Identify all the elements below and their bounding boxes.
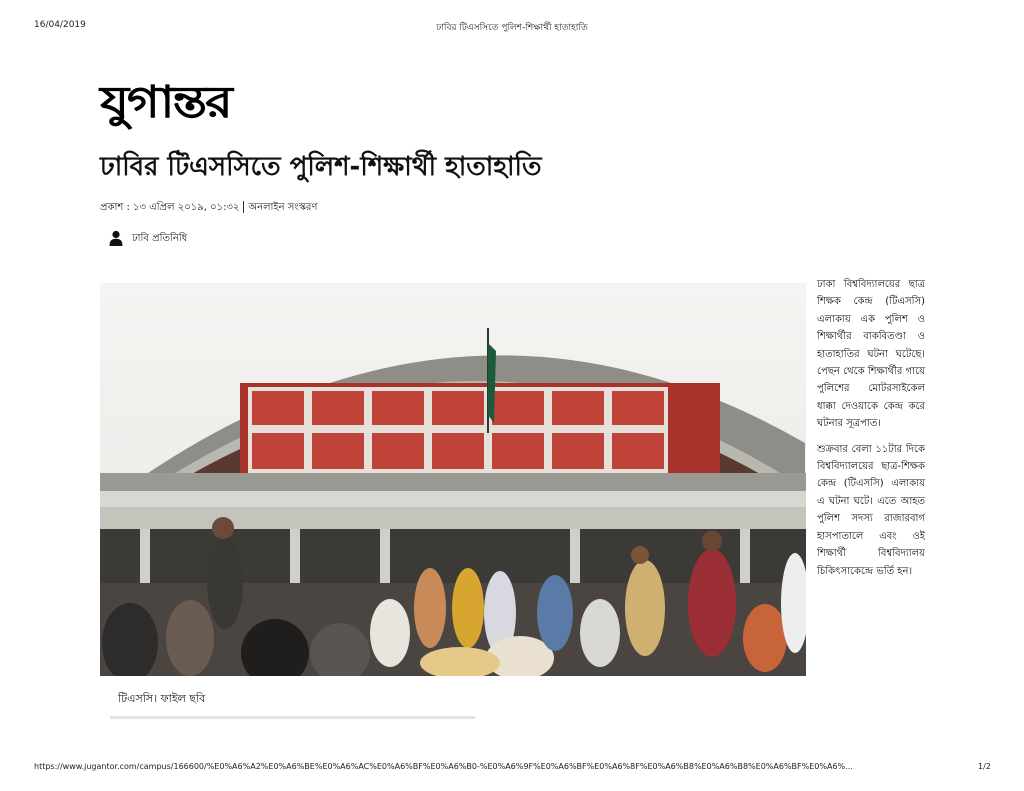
article-paragraph: শুক্রবার বেলা ১১টার দিকে বিশ্ববিদ্যালয়ের ছাত্র-শিক্ষক কেন্দ্র (টিএসসি) এলাকায় এ ঘটনা ঘটে। এতে আহত পুলিশ সদস্য রাজারবাগ হাসপাতালে এবং ওই শিক্ষার্থী বিশ্ববিদ্যালয় চিকিৎসাকেন্দ্রে ভর্তি হন। — [817, 443, 925, 577]
article-headline: ঢাবির টিএসসিতে পুলিশ-শিক্ষার্থী হাতাহাতি — [100, 152, 542, 182]
published-date: প্রকাশ : ১৩ এপ্রিল ২০১৯, ০১:৩২ — [100, 202, 240, 213]
meta-separator — [243, 201, 244, 213]
article-body — [817, 276, 925, 588]
article-meta — [100, 200, 317, 217]
photo-caption: টিএসসি। ফাইল ছবি — [118, 692, 206, 705]
article-photo — [100, 283, 806, 676]
caption-divider — [110, 716, 475, 719]
print-page-number: 1/2 — [978, 762, 991, 771]
author-byline — [108, 230, 187, 249]
edition-label: অনলাইন সংস্করণ — [248, 202, 318, 213]
article-paragraph: ঢাকা বিশ্ববিদ্যালয়ের ছাত্র শিক্ষক কেন্দ্র (টিএসসি) এলাকায় এক পুলিশ ও শিক্ষার্থীর বাকবিতণ্ডা ও হাতাহাতির ঘটনা ঘটেছে। পেছন থেকে শিক্ষার্থীর গায়ে পুলিশের মোটরসাইকেল ধাক্কা দেওয়াকে কেন্দ্র করে ঘটনার সূত্রপাত। — [817, 279, 925, 430]
person-icon — [108, 230, 124, 249]
print-date: 16/04/2019 — [34, 20, 86, 30]
print-footer-url: https://www.jugantor.com/campus/166600/%E0%A6%A2%E0%A6%BE%E0%A6%AC%E0%A6%BF%E0%A6%B0-%E0%A6%9F%E0%A6%BF%E0%A6%8F%E0%A6%B8%E0%A6%B8%E0%A6%BF%E0%A6%... — [34, 762, 853, 771]
print-page-title: ঢাবির টিএসসিতে পুলিশ-শিক্ষার্থী হাতাহাতি — [436, 23, 588, 33]
site-logo[interactable]: যুগান্তর — [100, 77, 231, 128]
author-name: ঢাবি প্রতিনিধি — [132, 233, 188, 244]
